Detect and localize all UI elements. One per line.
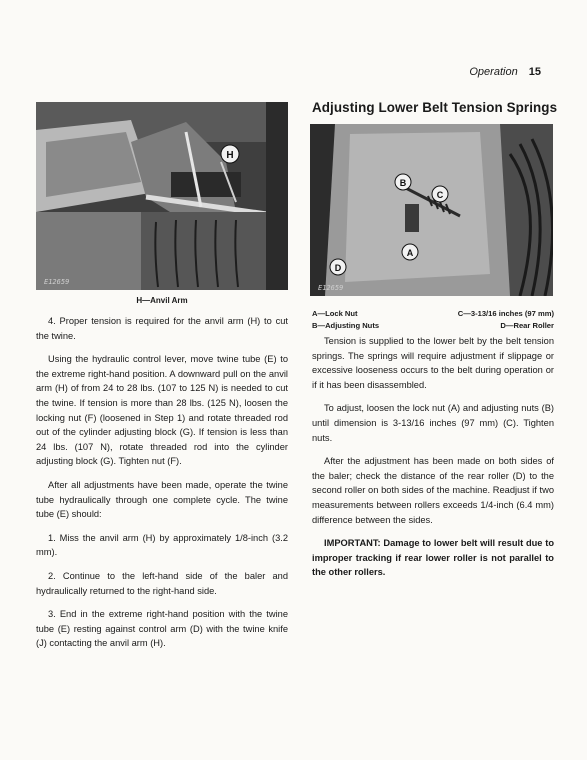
- photo-code: E12659: [44, 278, 70, 286]
- callout-a: A: [406, 248, 414, 258]
- legend-item: A—Lock Nut: [312, 309, 358, 318]
- paragraph: After all adjustments have been made, operate the twine tube hydraulically through one complete cycle. The twine tube (E) should:: [36, 479, 288, 520]
- section-title: Adjusting Lower Belt Tension Springs: [312, 100, 558, 115]
- right-column-text: [312, 334, 554, 589]
- paragraph: To adjust, loosen the lock nut (A) and adjusting nuts (B) until dimension is 3-13/16 inches (97 mm) (C). Tighten nuts.: [312, 403, 554, 443]
- left-column-text: [36, 314, 288, 660]
- legend-item: D—Rear Roller: [500, 321, 554, 330]
- callout-b: B: [399, 178, 407, 188]
- photo-code: E12659: [318, 284, 344, 292]
- anvil-arm-photo: [36, 102, 288, 290]
- paragraph: 3. End in the extreme right-hand position with the twine tube (E) resting against control arm (D) with the twine knife (J) contacting the anvil arm (H).: [36, 609, 288, 649]
- paragraph: 1. Miss the anvil arm (H) by approximately 1/8-inch (3.2 mm).: [36, 532, 288, 558]
- legend-item: C—3-13/16 inches (97 mm): [457, 309, 554, 318]
- figure-legend: [312, 308, 554, 332]
- paragraph: 4. Proper tension is required for the anvil arm (H) to cut the twine.: [36, 316, 288, 341]
- section-name: Operation: [469, 66, 518, 78]
- page-header: [469, 66, 541, 78]
- paragraph: Tension is supplied to the lower belt by the belt tension springs. The springs will require adjustment if slippage or excessive looseness occurs to the belt during operation or if it has been disassembled.: [312, 336, 554, 390]
- paragraph: Using the hydraulic control lever, move twine tube (E) to the extreme right-hand position. A downward pull on the anvil arm (H) of from 24 to 28 lbs. (107 to 125 N) is needed to cut the twine. If tension is more than 28 lbs. (125 N), loosen the locking nut (F) (loosened in Step 1) and rotate threaded rod out of the cylinder adjusting block (G). If tension is less than 24 lbs. (107 N), rotate threaded rod into the cylinder adjusting block (G). Tighten nut (F).: [36, 354, 288, 467]
- page-number: 15: [528, 66, 541, 78]
- callout-h: H: [226, 150, 234, 161]
- important-note: IMPORTANT: Damage to lower belt will result due to improper tracking if rear lower roller is not parallel to the other rollers.: [312, 538, 554, 578]
- callout-d: D: [334, 263, 342, 273]
- photo-caption: H—Anvil Arm: [136, 296, 188, 305]
- legend-item: B—Adjusting Nuts: [312, 321, 380, 330]
- tension-springs-photo: [310, 124, 553, 296]
- paragraph: After the adjustment has been made on both sides of the baler; check the distance of the rear roller (D) to the second roller on both sides of the machine. Readjust if two measurements between rollers exceeds 1/4-inch (6.4 mm) difference between the sides.: [312, 456, 554, 525]
- callout-c: C: [436, 190, 444, 200]
- paragraph: 2. Continue to the left-hand side of the baler and hydraulically returned to the right-hand side.: [36, 570, 288, 596]
